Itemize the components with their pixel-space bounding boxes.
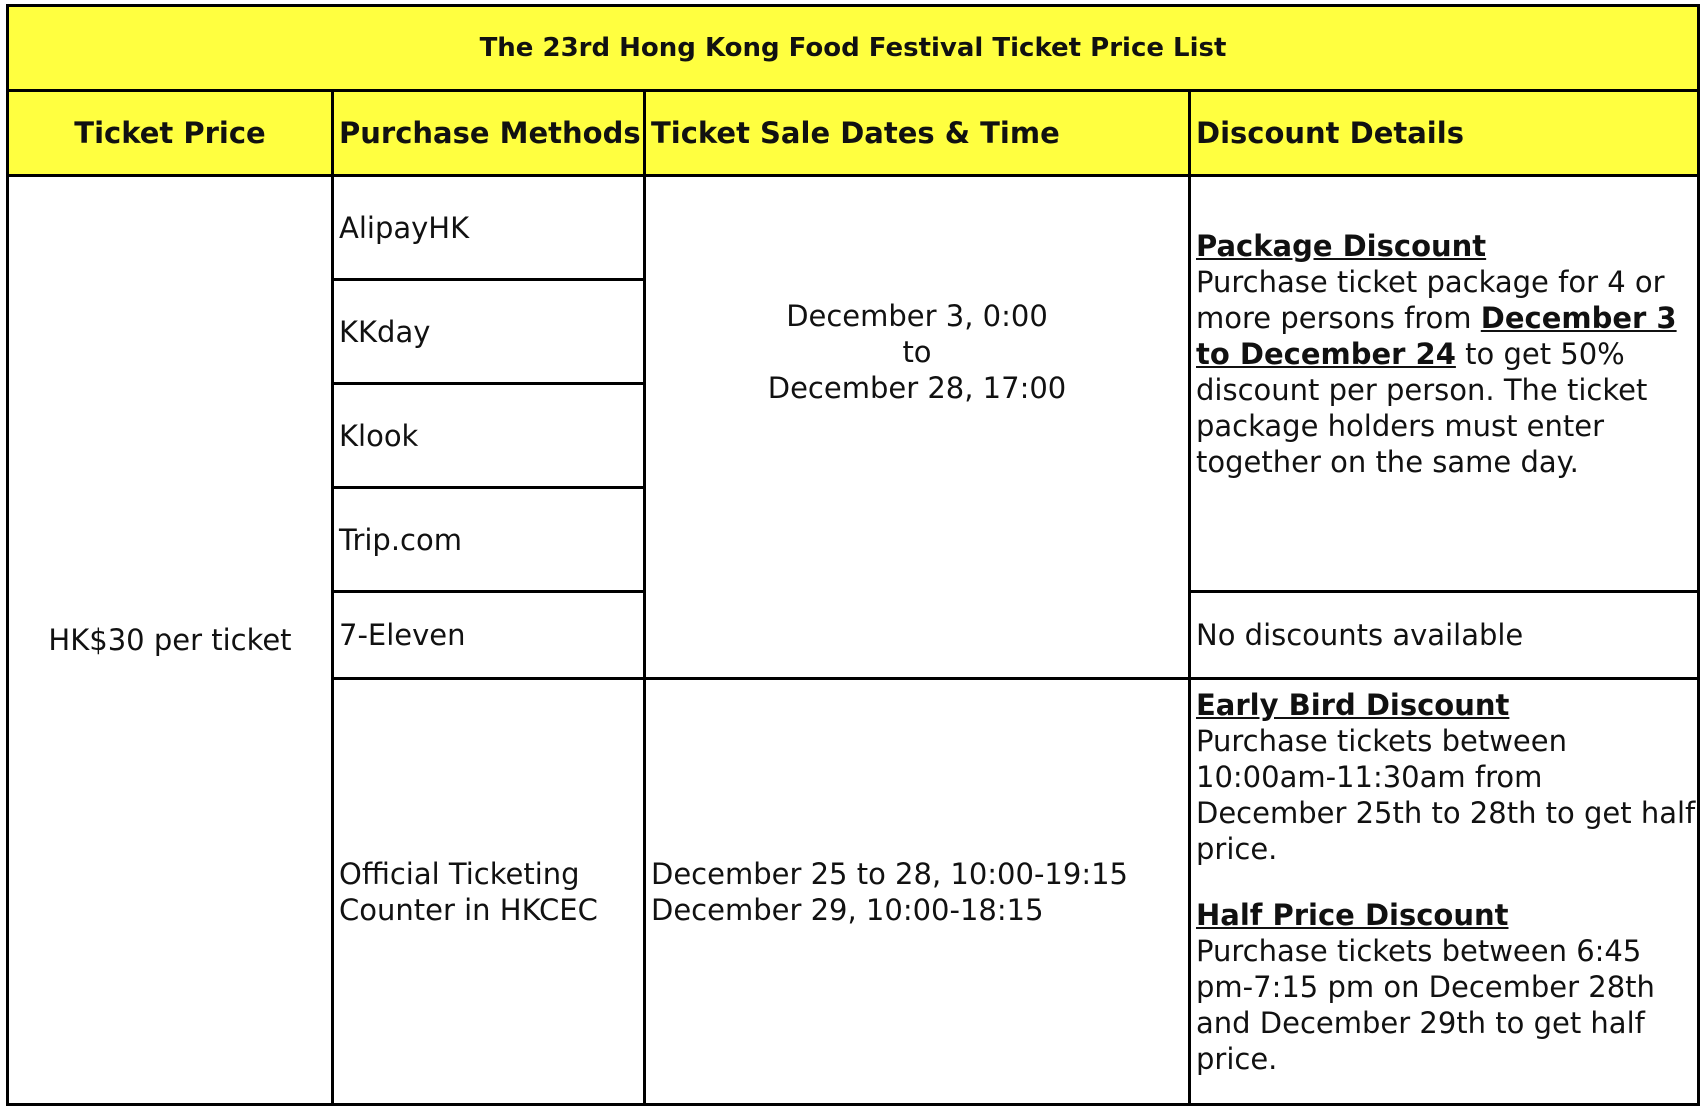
- method-alipayhk: AlipayHK: [333, 176, 645, 280]
- early-bird-title: Early Bird Discount: [1196, 687, 1510, 722]
- counter-sale-dates: [645, 679, 1190, 1105]
- package-discount-text: [1196, 265, 1677, 479]
- counter-dates-line-2: December 29, 10:00-18:15: [651, 892, 1044, 927]
- package-discount-cell: [1190, 176, 1699, 592]
- package-discount-title: Package Discount: [1196, 228, 1487, 263]
- counter-dates-line-1: December 25 to 28, 10:00-19:15: [651, 856, 1128, 891]
- online-sale-to: to: [902, 335, 932, 369]
- counter-discounts-cell: [1190, 679, 1699, 1105]
- no-discount-cell: No discounts available: [1190, 592, 1699, 679]
- half-price-text: Purchase tickets between 6:45 pm-7:15 pm on December 28th and December 29th to get half price.: [1196, 933, 1655, 1076]
- online-sale-end: December 28, 17:00: [767, 371, 1067, 405]
- method-trip-com: Trip.com: [333, 488, 645, 592]
- online-sale-dates: [645, 176, 1190, 679]
- early-bird-text: Purchase tickets between 10:00am-11:30am from December 25th to 28th to get half price.: [1196, 723, 1696, 866]
- method-7-eleven: 7-Eleven: [333, 592, 645, 679]
- package-discount-text-post: to get 50% discount per person. The ticket package holders must enter together on the same day.: [1196, 336, 1648, 479]
- header-ticket-price: Ticket Price: [8, 91, 333, 176]
- table-title: The 23rd Hong Kong Food Festival Ticket Price List: [8, 6, 1699, 91]
- package-discount-text-pre: Purchase ticket package for 4 or more persons from: [1196, 264, 1665, 335]
- counter-line-1: Official Ticketing: [339, 856, 580, 891]
- package-discount-dates: December 3 to December 24: [1196, 300, 1677, 371]
- header-purchase-methods: Purchase Methods: [333, 91, 645, 176]
- half-price-title: Half Price Discount: [1196, 897, 1509, 932]
- header-discount-details: Discount Details: [1190, 91, 1699, 176]
- method-klook: Klook: [333, 384, 645, 488]
- counter-line-2: Counter in HKCEC: [339, 892, 598, 927]
- header-sale-dates: Ticket Sale Dates & Time: [645, 91, 1190, 176]
- ticket-price-table: [6, 4, 1700, 1106]
- method-kkday: KKday: [333, 280, 645, 384]
- method-official-counter: [333, 679, 645, 1105]
- online-sale-start: December 3, 0:00: [786, 299, 1048, 333]
- ticket-price-cell: HK$30 per ticket: [8, 176, 333, 1105]
